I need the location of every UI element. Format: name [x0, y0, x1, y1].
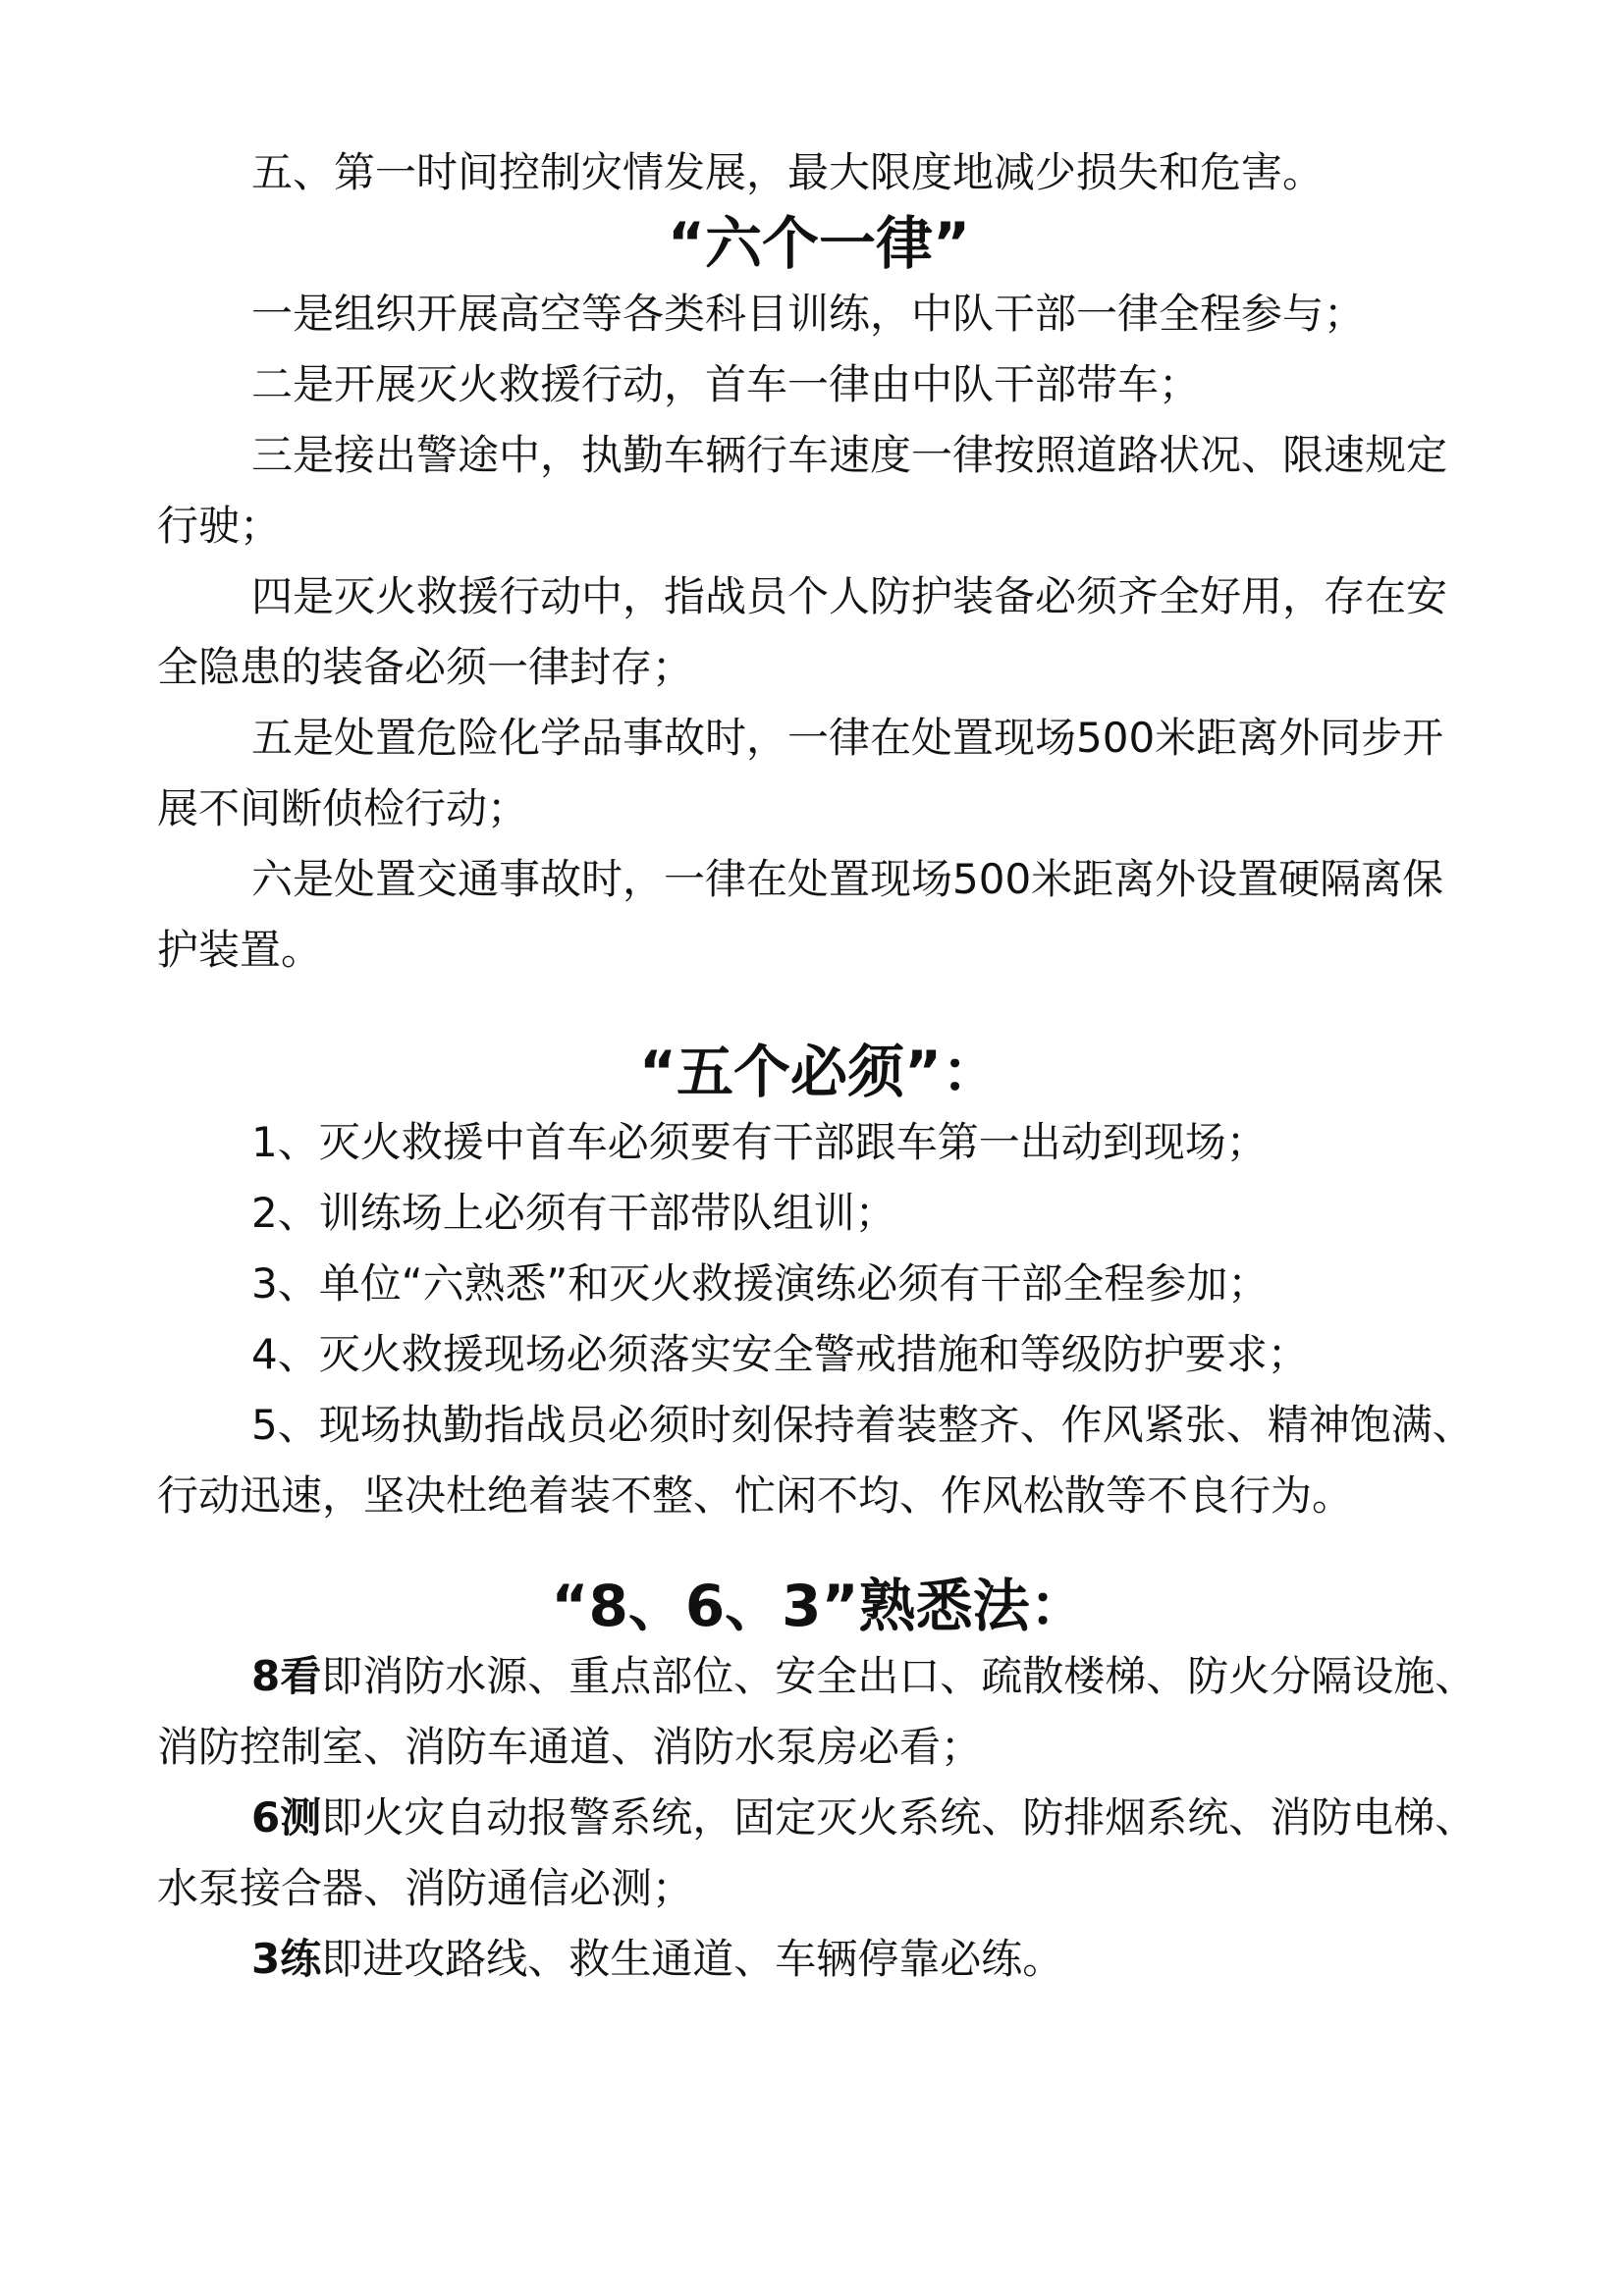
five-musts-title: “五个必须”： [638, 1039, 1000, 1105]
five-musts-item-1: 1、灭火救援中首车必须要有干部跟车第一出动到现场； [251, 1118, 1268, 1166]
method-863-label-1: 8看 [251, 1652, 322, 1700]
method-863-item-2 [157, 1783, 1481, 1924]
five-musts-item-2: 2、训练场上必须有干部带队组训； [251, 1189, 896, 1237]
six-rules-title: “六个一律” [667, 210, 971, 277]
six-rules-item-6: 六是处置交通事故时，一律在处置现场500米距离外设置硬隔离保护装置。 [157, 855, 1444, 974]
method-863-label-3: 3练 [251, 1935, 322, 1983]
six-rules-item-2: 二是开展灭火救援行动，首车一律由中队干部带车； [251, 360, 1201, 408]
section-spacer [157, 986, 1481, 1037]
intro-line: 五、第一时间控制灾情发展，最大限度地减少损失和危害。 [251, 148, 1325, 196]
five-musts-item-5: 5、现场执勤指战员必须时刻保持着装整齐、作风紧张、精神饱满、行动迅速，坚决杜绝着装不整、忙闲不均、作风松散等不良行为。 [157, 1401, 1474, 1520]
six-rules-item-1: 一是组织开展高空等各类科目训练，中队干部一律全程参与； [251, 290, 1366, 338]
document-page [157, 137, 1481, 1995]
method-863-title: “8、6、3”熟悉法： [551, 1573, 1087, 1639]
method-863-label-2: 6测 [251, 1793, 322, 1842]
six-rules-item-3: 三是接出警途中，执勤车辆行车速度一律按照道路状况、限速规定行驶； [157, 431, 1448, 550]
section-spacer [157, 1531, 1481, 1571]
six-rules-item-5: 五是处置危险化学品事故时，一律在处置现场500米距离外同步开展不间断侦检行动； [157, 714, 1444, 832]
method-863-item-3 [157, 1924, 1481, 1995]
method-863-text-3: 即进攻路线、救生通道、车辆停靠必练。 [321, 1935, 1064, 1983]
method-863-text-1: 即消防水源、重点部位、安全出口、疏散楼梯、防火分隔设施、消防控制室、消防车通道、消防水泵房必看； [157, 1652, 1477, 1771]
five-musts-item-4: 4、灭火救援现场必须落实安全警戒措施和等级防护要求； [251, 1330, 1309, 1378]
method-863-item-1 [157, 1641, 1481, 1783]
five-musts-item-3: 3、单位“六熟悉”和灭火救援演练必须有干部全程参加； [251, 1259, 1270, 1308]
method-863-text-2: 即火灾自动报警系统，固定灭火系统、防排烟系统、消防电梯、水泵接合器、消防通信必测； [157, 1793, 1477, 1912]
six-rules-item-4: 四是灭火救援行动中，指战员个人防护装备必须齐全好用，存在安全隐患的装备必须一律封存； [157, 572, 1448, 691]
